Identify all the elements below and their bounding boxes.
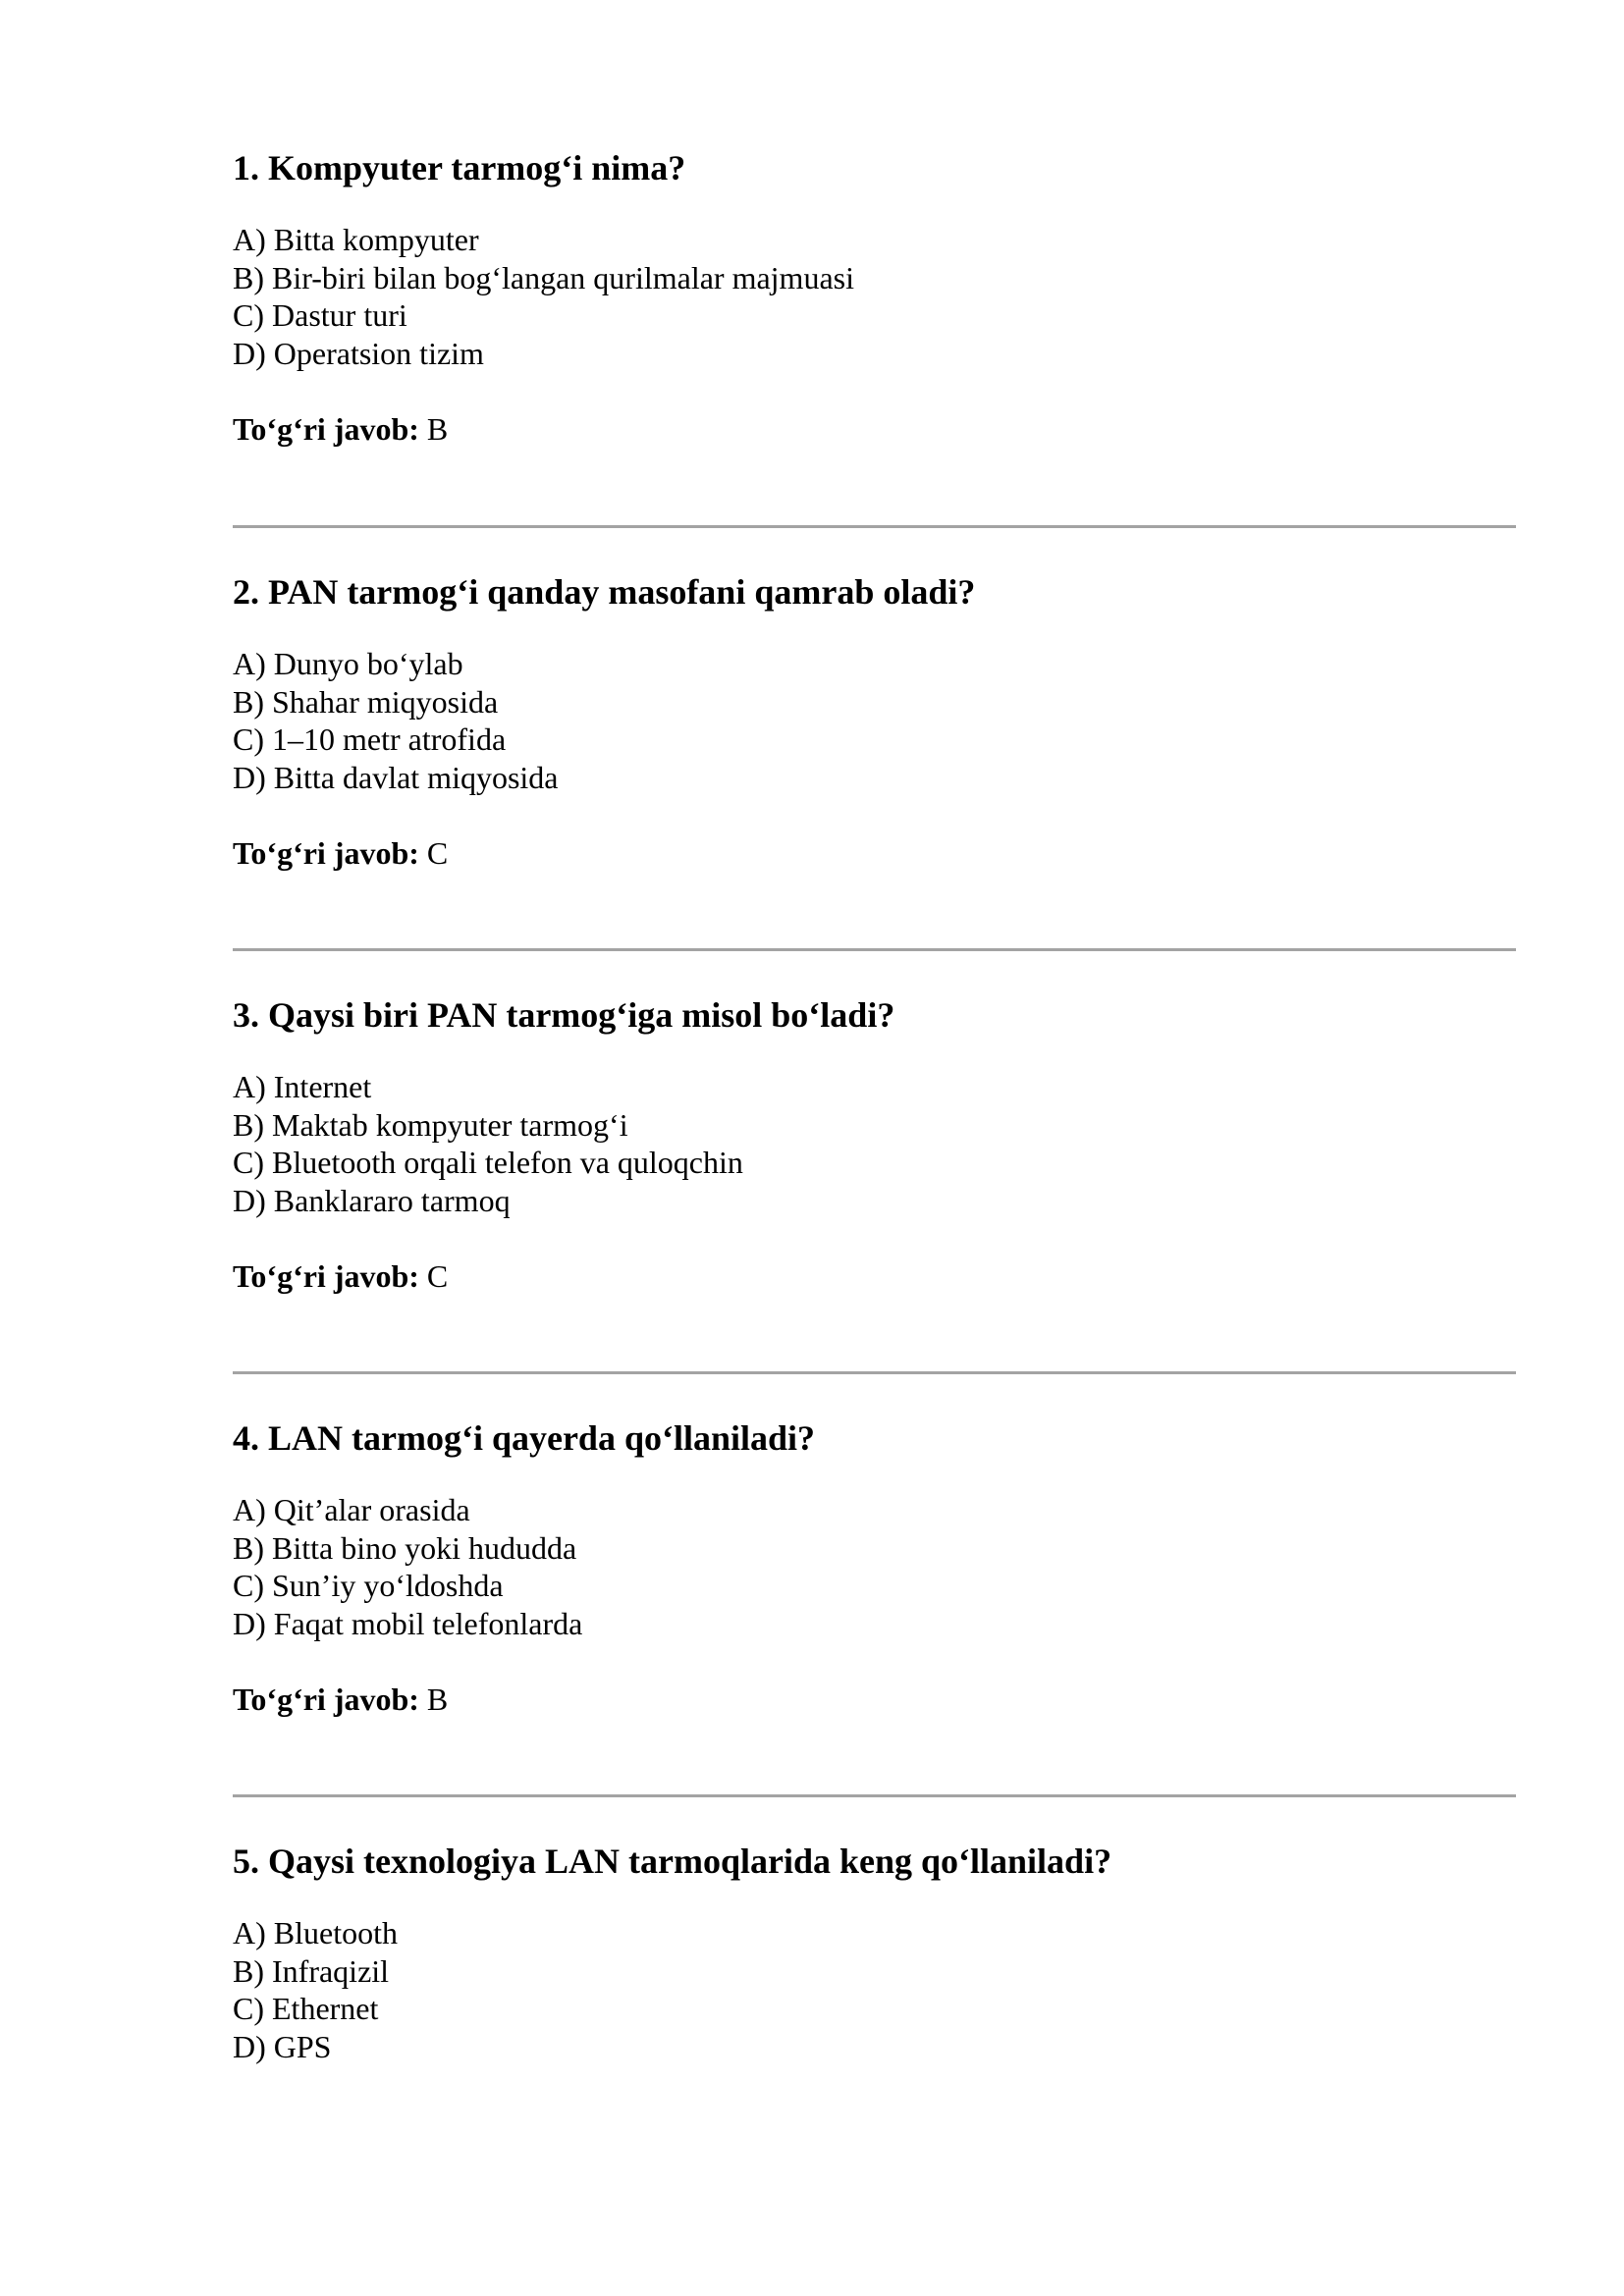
question-2: [233, 571, 1516, 872]
option-d: D) Faqat mobil telefonlarda: [233, 1605, 583, 1641]
divider: [233, 525, 1516, 528]
option-b: B) Bir-biri bilan bog‘langan qurilmalar majmuasi: [233, 259, 854, 295]
question-3: [233, 994, 1516, 1295]
divider: [233, 1371, 1516, 1374]
question-title: 4. LAN tarmog‘i qayerda qo‘llaniladi?: [233, 1418, 816, 1458]
question-title: 2. PAN tarmog‘i qanday masofani qamrab oladi?: [233, 572, 976, 612]
option-c: C) 1–10 metr atrofida: [233, 721, 507, 757]
divider: [233, 1794, 1516, 1797]
option-a: A) Qit’alar orasida: [233, 1492, 470, 1527]
option-b: B) Shahar miqyosida: [233, 683, 499, 720]
option-d: D) Banklararo tarmoq: [233, 1182, 511, 1218]
question-title: 1. Kompyuter tarmog‘i nima?: [233, 148, 686, 187]
answer-value: C: [418, 835, 449, 871]
option-d: D) Operatsion tizim: [233, 335, 484, 371]
question-title: 3. Qaysi biri PAN tarmog‘iga misol bo‘ladi?: [233, 995, 895, 1035]
option-b: B) Bitta bino yoki hududda: [233, 1529, 577, 1566]
question-5: [233, 1841, 1516, 2065]
options-list: [233, 1068, 1516, 1219]
option-d: D) Bitta davlat miqyosida: [233, 759, 559, 795]
answer-value: C: [418, 1258, 449, 1294]
divider: [233, 948, 1516, 951]
answer-value: B: [418, 411, 449, 447]
correct-answer: [233, 1257, 1516, 1295]
option-a: A) Internet: [233, 1069, 372, 1104]
option-b: B) Infraqizil: [233, 1952, 390, 1989]
answer-label: To‘g‘ri javob:: [233, 835, 419, 871]
question-title: 5. Qaysi texnologiya LAN tarmoqlarida keng qo‘llaniladi?: [233, 1842, 1112, 1881]
correct-answer: [233, 834, 1516, 872]
answer-label: To‘g‘ri javob:: [233, 411, 419, 447]
option-a: A) Bluetooth: [233, 1915, 398, 1950]
option-c: C) Dastur turi: [233, 297, 407, 333]
answer-label: To‘g‘ri javob:: [233, 1682, 419, 1717]
correct-answer: [233, 1681, 1516, 1718]
option-c: C) Bluetooth orqali telefon va quloqchin: [233, 1145, 743, 1180]
option-b: B) Maktab kompyuter tarmog‘i: [233, 1106, 628, 1143]
option-c: C) Sun’iy yo‘ldoshda: [233, 1568, 504, 1603]
options-list: [233, 1491, 1516, 1642]
answer-label: To‘g‘ri javob:: [233, 1258, 419, 1294]
option-c: C) Ethernet: [233, 1991, 379, 2026]
question-4: [233, 1417, 1516, 1718]
option-a: A) Bitta kompyuter: [233, 222, 479, 257]
answer-value: B: [418, 1682, 449, 1717]
options-list: [233, 645, 1516, 796]
options-list: [233, 1914, 1516, 2065]
question-1: [233, 147, 1516, 448]
correct-answer: [233, 410, 1516, 448]
option-a: A) Dunyo bo‘ylab: [233, 646, 463, 681]
options-list: [233, 221, 1516, 372]
option-d: D) GPS: [233, 2028, 332, 2064]
